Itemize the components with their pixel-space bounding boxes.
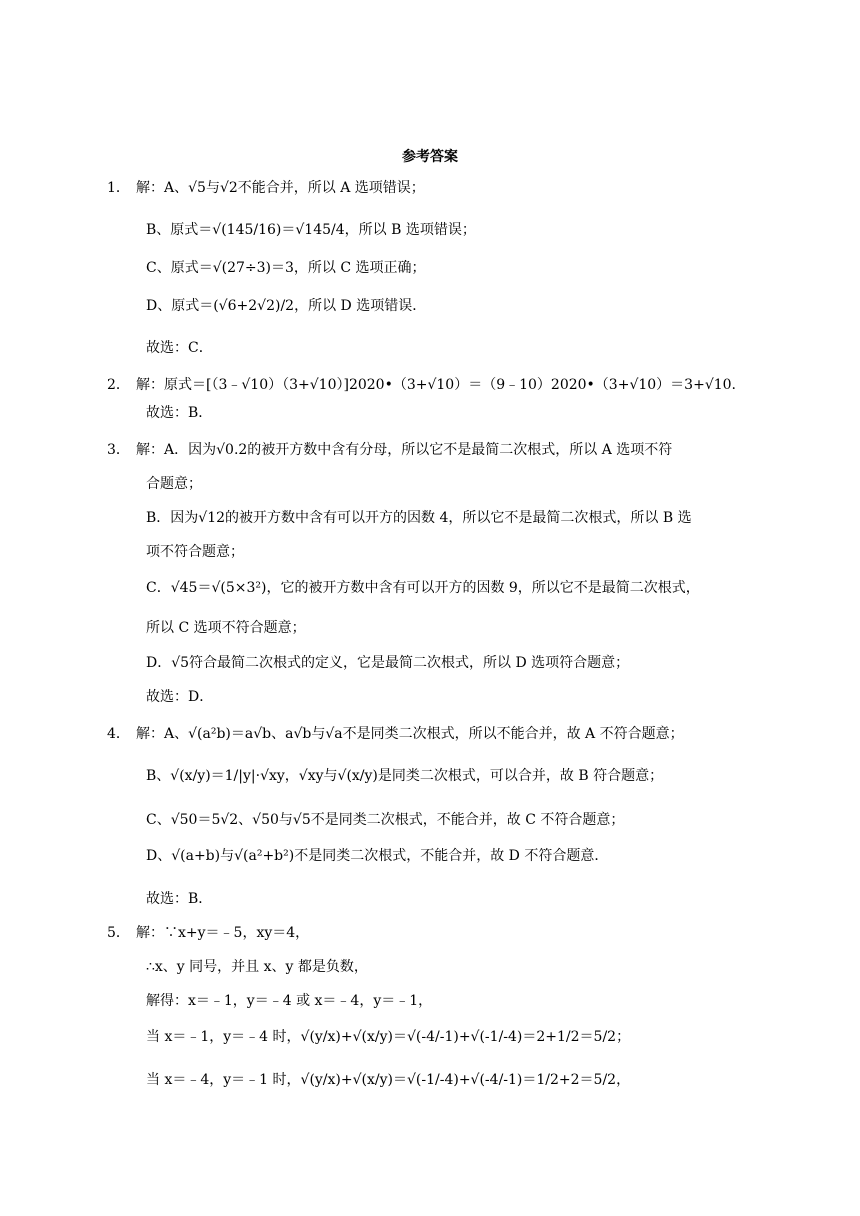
q3-line-c1: C．√45＝√(5×3²)，它的被开方数中含有可以开方的因数 9，所以它不是最简二次根式，: [146, 580, 700, 596]
q4-line-d: D、√(a+b)与√(a²+b²)不是同类二次根式，不能合并，故 D 不符合题意．: [146, 848, 609, 864]
page-title: 参考答案: [402, 149, 458, 165]
q3-answer: 故选：D．: [146, 689, 214, 705]
q3-line-b1: B．因为√12的被开方数中含有可以开方的因数 4，所以它不是最简二次根式，所以 B 选: [146, 510, 692, 526]
q1-answer: 故选：C．: [146, 340, 213, 356]
q3-number: 3．: [107, 442, 130, 458]
q5-number: 5．: [107, 925, 130, 941]
q3-line-d: D．√5符合最简二次根式的定义，它是最简二次根式，所以 D 选项符合题意；: [146, 655, 630, 671]
q5-line-4: 当 x＝﹣1，y＝﹣4 时，√(y/x)+√(x/y)＝√(-4/-1)+√(-1/-4)＝2+1/2＝5/2；: [146, 1029, 631, 1045]
q4-line-b: B、√(x/y)＝1/|y|·√xy，√xy与√(x/y)是同类二次根式，可以合并，故 B 符合题意；: [146, 768, 664, 784]
q3-line-b2: 项不符合题意；: [146, 544, 244, 560]
q2-answer: 故选：B．: [146, 405, 213, 421]
q4-line-a: 解：A、√(a²b)＝a√b、a√b与√a不是同类二次根式，所以不能合并，故 A 不符合题意；: [136, 726, 684, 742]
q1-line-b: B、原式＝√(145/16)＝√145/4，所以 B 选项错误；: [146, 222, 476, 238]
q3-line-a1: 解：A．因为√0.2的被开方数中含有分母，所以它不是最简二次根式，所以 A 选项不符: [136, 442, 673, 458]
q3-line-c2: 所以 C 选项不符合题意；: [146, 620, 306, 636]
q5-line-3: 解得：x＝﹣1，y＝﹣4 或 x＝﹣4，y＝﹣1，: [146, 993, 433, 1009]
q4-line-c: C、√50＝5√2、√50与√5不是同类二次根式，不能合并，故 C 不符合题意；: [146, 812, 625, 828]
q5-line-2: ∴x、y 同号，并且 x、y 都是负数，: [146, 959, 368, 975]
q1-line-a: 解：A、√5与√2不能合并，所以 A 选项错误；: [136, 180, 425, 196]
q5-line-1: 解：∵x+y＝﹣5，xy＝4，: [136, 925, 310, 941]
q4-answer: 故选：B．: [146, 891, 213, 907]
q1-line-c: C、原式＝√(27÷3)＝3，所以 C 选项正确；: [146, 260, 426, 276]
q1-line-d: D、原式＝(√6+2√2)/2，所以 D 选项错误．: [146, 298, 427, 314]
q4-number: 4．: [107, 726, 130, 742]
q2-number: 2．: [107, 377, 130, 393]
q5-line-5: 当 x＝﹣4，y＝﹣1 时，√(y/x)+√(x/y)＝√(-1/-4)+√(-4/-1)＝1/2+2＝5/2，: [146, 1072, 631, 1088]
q1-number: 1．: [107, 180, 130, 196]
q2-line-a: 解：原式＝[（3﹣√10）（3+√10）]2020•（3+√10）＝（9﹣10）2020•（3+√10）＝3+√10.: [136, 377, 737, 393]
q3-line-a2: 合题意；: [146, 476, 202, 492]
